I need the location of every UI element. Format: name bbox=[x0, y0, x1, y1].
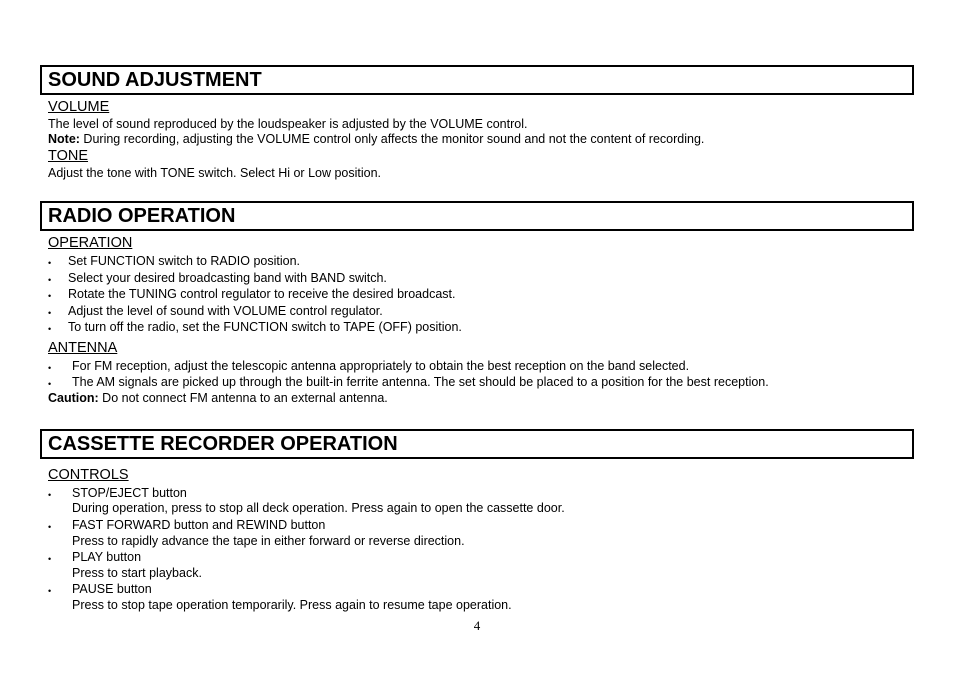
bullet-icon: • bbox=[48, 308, 52, 318]
control-description: Press to start playback. bbox=[72, 566, 202, 580]
list-item: Select your desired broadcasting band with BAND switch. bbox=[68, 271, 387, 285]
list-item: For FM reception, adjust the telescopic antenna appropriately to obtain the best reception on the band selected. bbox=[72, 359, 690, 373]
bullet-icon: • bbox=[48, 275, 52, 285]
bullet-icon: • bbox=[48, 258, 52, 268]
control-name: PAUSE button bbox=[72, 582, 152, 596]
bullet-icon: • bbox=[48, 363, 52, 373]
section-title: RADIO OPERATION bbox=[48, 205, 236, 227]
caution-label: Caution: bbox=[48, 391, 99, 405]
cassette-operation-header bbox=[40, 429, 914, 459]
control-name: PLAY button bbox=[72, 550, 142, 564]
bullet-icon: • bbox=[48, 490, 52, 500]
control-name: STOP/EJECT button bbox=[72, 486, 187, 500]
bullet-icon: • bbox=[48, 291, 52, 301]
tone-text: Adjust the tone with TONE switch. Select Hi or Low position. bbox=[48, 166, 382, 180]
control-description: Press to rapidly advance the tape in either forward or reverse direction. bbox=[72, 534, 465, 548]
sound-adjustment-header bbox=[40, 65, 914, 95]
volume-text: The level of sound reproduced by the loudspeaker is adjusted by the VOLUME control. bbox=[48, 117, 528, 131]
caution-paragraph bbox=[48, 391, 388, 406]
control-description: Press to stop tape operation temporarily. Press again to resume tape operation. bbox=[72, 598, 512, 612]
page-number: 4 bbox=[473, 618, 481, 633]
list-item: The AM signals are picked up through the built-in ferrite antenna. The set should be placed to a position for the best reception. bbox=[72, 375, 769, 389]
operation-heading: OPERATION bbox=[48, 235, 133, 251]
control-name: FAST FORWARD button and REWIND button bbox=[72, 518, 326, 532]
bullet-icon: • bbox=[48, 379, 52, 389]
bullet-icon: • bbox=[48, 324, 52, 334]
caution-text: Do not connect FM antenna to an external antenna. bbox=[98, 391, 388, 405]
bullet-icon: • bbox=[48, 554, 52, 564]
bullet-icon: • bbox=[48, 586, 52, 596]
list-item: Set FUNCTION switch to RADIO position. bbox=[68, 254, 301, 268]
note-paragraph bbox=[48, 132, 704, 147]
note-label: Note: bbox=[48, 132, 80, 146]
antenna-heading: ANTENNA bbox=[48, 340, 118, 356]
section-title: CASSETTE RECORDER OPERATION bbox=[48, 433, 398, 455]
list-item: Adjust the level of sound with VOLUME control regulator. bbox=[68, 304, 383, 318]
tone-heading: TONE bbox=[48, 148, 89, 164]
bullet-icon: • bbox=[48, 522, 52, 532]
controls-heading: CONTROLS bbox=[48, 467, 129, 483]
volume-heading: VOLUME bbox=[48, 99, 110, 115]
radio-operation-header bbox=[40, 201, 914, 231]
note-text: During recording, adjusting the VOLUME control only affects the monitor sound and not the content of recording. bbox=[79, 132, 705, 146]
section-title: SOUND ADJUSTMENT bbox=[48, 69, 262, 91]
list-item: Rotate the TUNING control regulator to receive the desired broadcast. bbox=[68, 287, 456, 301]
list-item: To turn off the radio, set the FUNCTION switch to TAPE (OFF) position. bbox=[68, 320, 462, 334]
control-description: During operation, press to stop all deck operation. Press again to open the cassette door. bbox=[72, 501, 565, 515]
